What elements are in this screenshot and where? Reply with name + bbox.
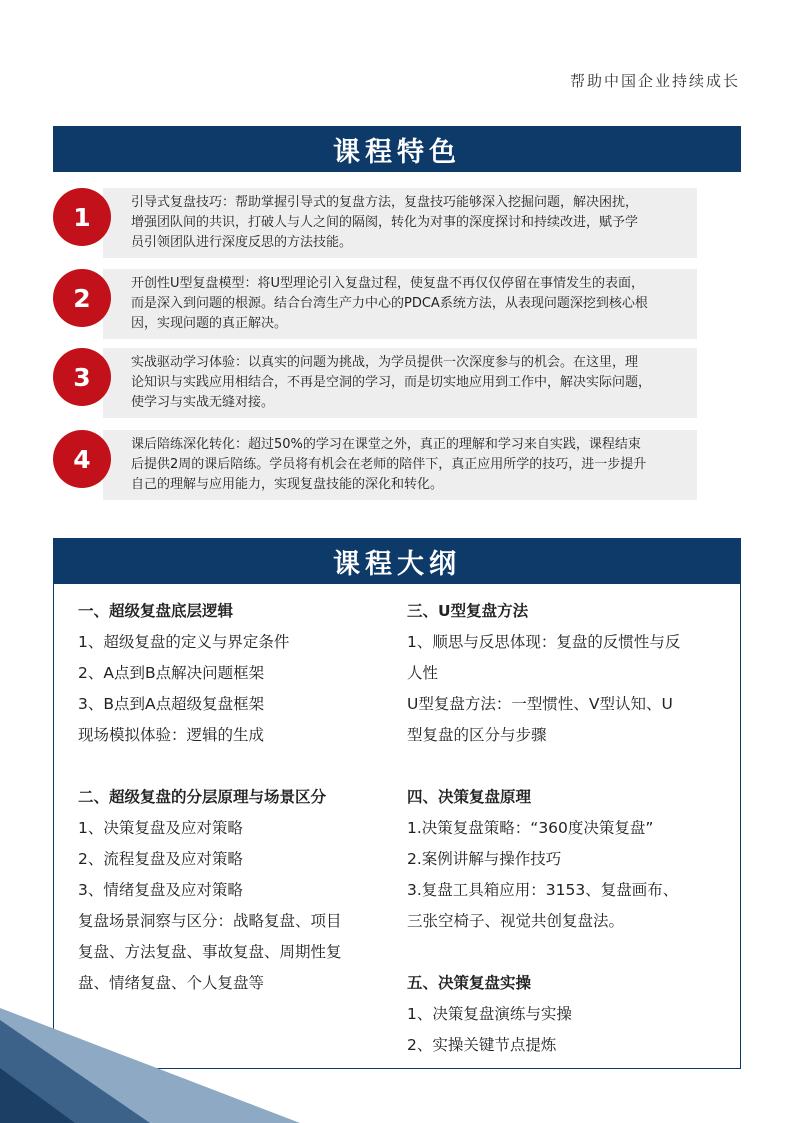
module-line: 复盘场景洞察与区分：战略复盘、项目 — [78, 912, 342, 930]
module-line: 1、决策复盘演练与实操 — [407, 1005, 572, 1023]
module-line: 现场模拟体验：逻辑的生成 — [78, 726, 265, 744]
module-line: 1.决策复盘策略：“360度决策复盘” — [407, 819, 654, 837]
module-line: 型复盘的区分与步骤 — [407, 726, 547, 744]
module-line: 3.复盘工具箱应用：3153、复盘画布、 — [407, 881, 679, 899]
module-line: 2.案例讲解与操作技巧 — [407, 850, 562, 868]
feature-text — [103, 188, 697, 258]
module-heading: 五、决策复盘实操 — [407, 974, 532, 992]
feature-text-line: 引导式复盘技巧：帮助掌握引导式的复盘方法，复盘技巧能够深入挖掘问题，解决困扰， — [131, 195, 639, 210]
feature-number-badge: 2 — [53, 269, 111, 327]
module-heading: 一、超级复盘底层逻辑 — [78, 602, 234, 620]
module-line: 3、B点到A点超级复盘框架 — [78, 695, 265, 713]
feature-number-badge: 4 — [53, 430, 111, 488]
outline-box — [53, 584, 741, 1069]
feature-text-line: 因，实现问题的真正解决。 — [131, 316, 288, 331]
feature-text-line: 增强团队间的共识，打破人与人之间的隔阂，转化为对事的深度探讨和持续改进，赋予学 — [131, 215, 639, 230]
outline-right-column — [407, 596, 727, 1061]
module-line: 2、实操关键节点提炼 — [407, 1036, 557, 1054]
section-title-outline: 课程大纲 — [53, 538, 741, 584]
feature-text-line: 员引领团队进行深度反思的方法技能。 — [131, 235, 353, 250]
module-heading: 二、超级复盘的分层原理与场景区分 — [78, 788, 327, 806]
feature-text-line: 课后陪练深化转化：超过50%的学习在课堂之外，真正的理解和学习来自实践，课程结束 — [131, 437, 641, 452]
feature-text-line: 实战驱动学习体验：以真实的问题为挑战，为学员提供一次深度参与的机会。在这里，理 — [131, 355, 639, 370]
feature-text — [103, 430, 697, 500]
feature-text — [103, 269, 697, 339]
module-line: 2、A点到B点解决问题框架 — [78, 664, 265, 682]
module-line: 三张空椅子、视觉共创复盘法。 — [407, 912, 625, 930]
module-line: 1、顺思与反思体现：复盘的反惯性与反 — [407, 633, 681, 651]
feature-text-line: 开创性U型复盘模型：将U型理论引入复盘过程，使复盘不再仅仅停留在事情发生的表面， — [131, 276, 645, 291]
corner-decoration — [0, 1008, 300, 1123]
module-heading: 四、决策复盘原理 — [407, 788, 532, 806]
module-line: 1、超级复盘的定义与界定条件 — [78, 633, 290, 651]
feature-number-badge: 1 — [53, 188, 111, 246]
module-line: 2、流程复盘及应对策略 — [78, 850, 243, 868]
module-line: 复盘、方法复盘、事故复盘、周期性复 — [78, 943, 342, 961]
module-line: U型复盘方法：一型惯性、V型认知、U — [407, 695, 673, 713]
feature-text-line: 而是深入到问题的根源。结合台湾生产力中心的PDCA系统方法，从表现问题深挖到核心根 — [131, 296, 648, 311]
module-line: 1、决策复盘及应对策略 — [78, 819, 243, 837]
feature-text-line: 自己的理解与应用能力，实现复盘技能的深化和转化。 — [131, 477, 444, 492]
tagline: 帮助中国企业持续成长 — [569, 72, 740, 90]
outline-left-column — [78, 596, 398, 999]
module-line: 盘、情绪复盘、个人复盘等 — [78, 974, 265, 992]
feature-text — [103, 348, 697, 418]
section-title-features: 课程特色 — [53, 126, 741, 172]
feature-text-line: 后提供2周的课后陪练。学员将有机会在老师的陪伴下，真正应用所学的技巧，进一步提升 — [131, 457, 647, 472]
feature-text-line: 使学习与实战无缝对接。 — [131, 395, 275, 410]
feature-text-line: 论知识与实践应用相结合，不再是空洞的学习，而是切实地应用到工作中，解决实际问题， — [131, 375, 652, 390]
feature-number-badge: 3 — [53, 348, 111, 406]
module-line: 3、情绪复盘及应对策略 — [78, 881, 243, 899]
module-line: 人性 — [407, 664, 439, 682]
module-heading: 三、U型复盘方法 — [407, 602, 529, 620]
